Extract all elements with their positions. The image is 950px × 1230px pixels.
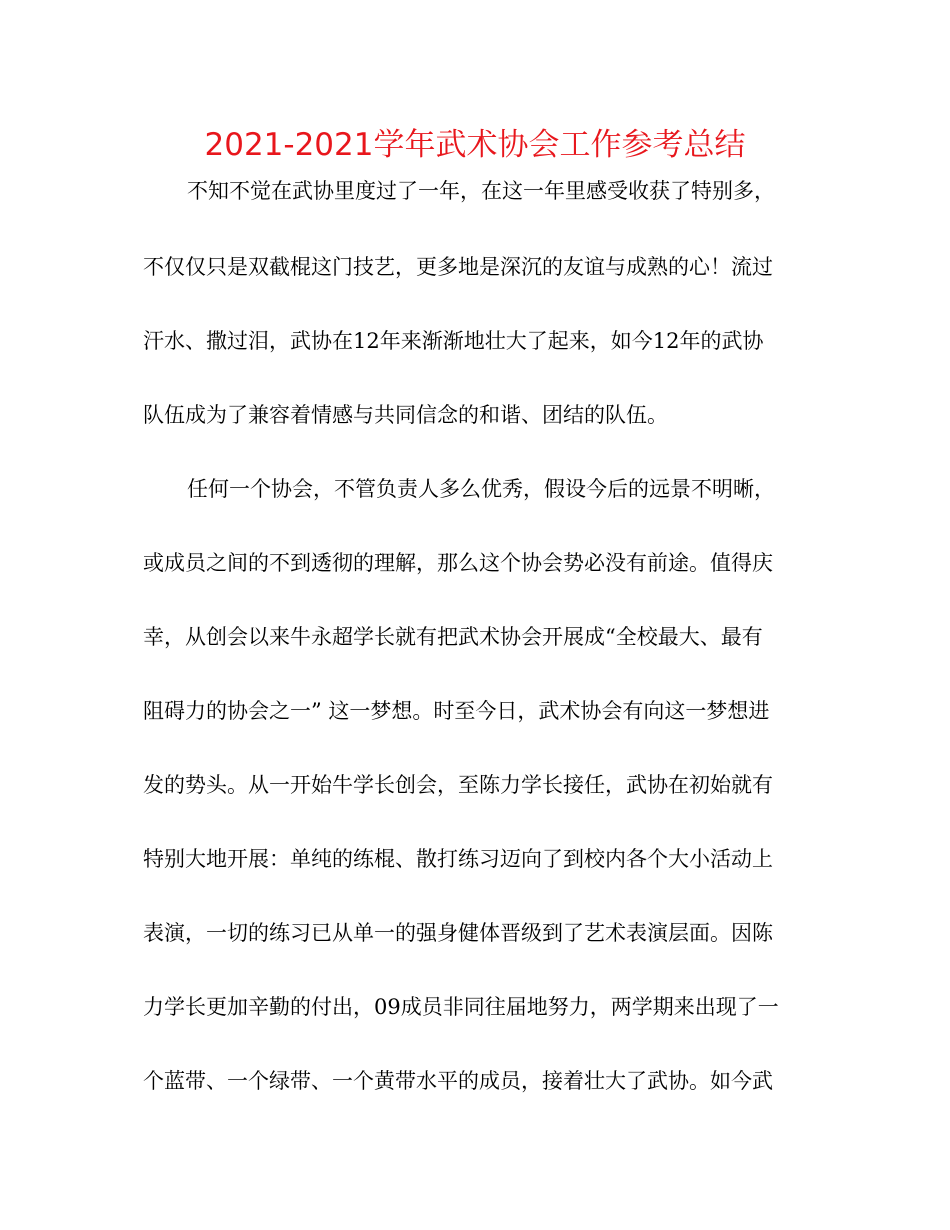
body-line: 阻碍力的协会之一” 这一梦想。时至今日，武术协会有向这一梦想进 <box>143 699 770 723</box>
body-line: 队伍成为了兼容着情感与共同信念的和谐、团结的队伍。 <box>143 403 668 427</box>
body-line: 发的势头。从一开始牛学长创会，至陈力学长接任，武协在初始就有 <box>143 773 773 797</box>
body-line: 幸，从创会以来牛永超学长就有把武术协会开展成“全校最大、最有 <box>143 625 763 649</box>
document-title: 2021-2021学年武术协会工作参考总结 <box>204 127 746 163</box>
body-line: 表演，一切的练习已从单一的强身健体晋级到了艺术表演层面。因陈 <box>143 921 773 945</box>
body-line: 力学长更加辛勤的付出，09成员非同往届地努力，两学期来出现了一 <box>143 995 779 1019</box>
body-line: 不知不觉在武协里度过了一年，在这一年里感受收获了特别多， <box>187 179 775 203</box>
body-line: 汗水、撒过泪，武协在12年来渐渐地壮大了起来，如今12年的武协 <box>143 329 764 353</box>
body-line: 任何一个协会，不管负责人多么优秀，假设今后的远景不明晰， <box>187 477 775 501</box>
body-line: 不仅仅只是双截棍这门技艺，更多地是深沉的友谊与成熟的心！流过 <box>143 255 773 279</box>
body-line: 或成员之间的不到透彻的理解，那么这个协会势必没有前途。值得庆 <box>143 551 773 575</box>
body-line: 特别大地开展：单纯的练棍、散打练习迈向了到校内各个大小活动上 <box>143 847 773 871</box>
body-line: 个蓝带、一个绿带、一个黄带水平的成员，接着壮大了武协。如今武 <box>143 1069 773 1093</box>
